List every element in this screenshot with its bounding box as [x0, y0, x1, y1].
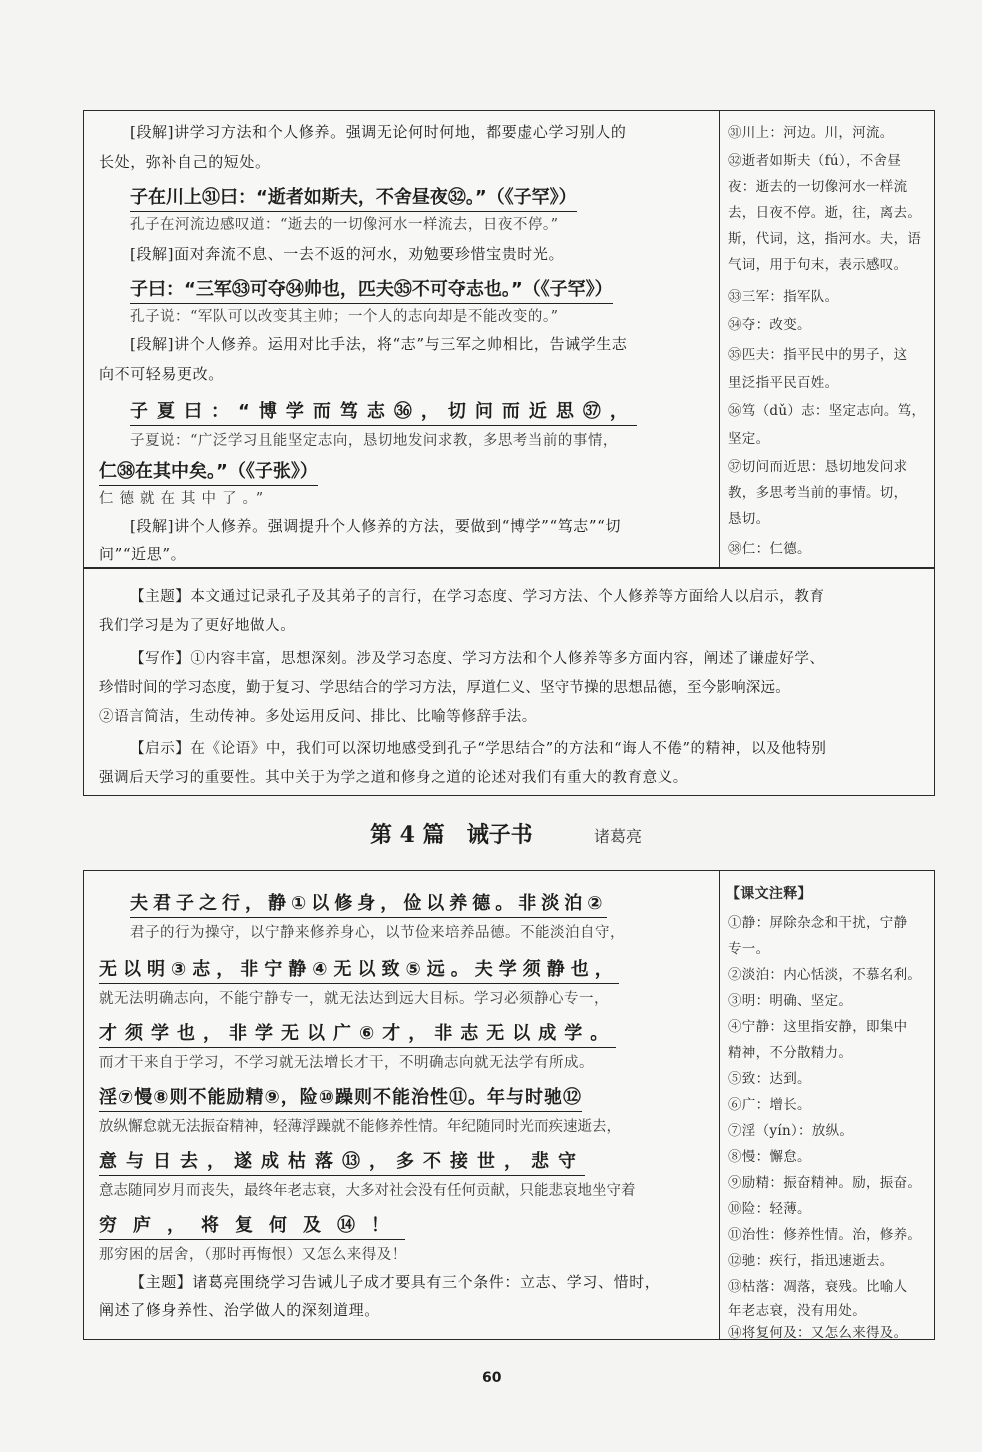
summary-line: 【启示】在《论语》中，我们可以深切地感受到孔子“学思结合”的方法和“诲人不倦”的精神，以及他特别	[130, 741, 827, 757]
annotation-line: ⑭将复何及：又怎么来得及。	[728, 1325, 908, 1341]
summary-line: ②语言简洁，生动传神。多处运用反问、排比、比喻等修辞手法。	[99, 709, 537, 725]
paragraph-line: 【主题】诸葛亮围绕学习告诫儿子成才要具有三个条件：立志、学习、惜时，	[130, 1273, 661, 1291]
summary-line: 【写作】①内容丰富，思想深刻。涉及学习态度、学习方法和个人修养等多方面内容，阐述了谦虚好学、	[130, 651, 825, 667]
annotation-line: ⑨励精：振奋精神。励，振奋。	[728, 1175, 922, 1191]
annotation-line: 坚定。	[728, 431, 770, 447]
annotation-line: ⑫驰：疾行，指迅速逝去。	[728, 1253, 894, 1269]
classic-text-line: 淫⑦慢⑧则不能励精⑨，险⑩躁则不能治性⑪。年与时驰⑫	[99, 1083, 582, 1112]
annotation-line: 夜：逝去的一切像河水一样流	[728, 179, 908, 195]
annotation-line: 专一。	[728, 941, 770, 957]
upper-text-box	[83, 110, 935, 568]
paragraph-line: 问”“近思”。	[99, 545, 187, 563]
summary-line: 【主题】本文通过记录孔子及其弟子的言行，在学习态度、学习方法、个人修养等方面给人以启示，教育	[130, 589, 825, 605]
annotation-line: 去，日夜不停。逝，往，离去。	[728, 205, 922, 221]
classic-text-line: 意与日去，遂成枯落⑬，多不接世，悲守	[99, 1147, 585, 1176]
upper-main-column	[84, 111, 720, 567]
translation-line: 仁德就在其中了。”	[99, 491, 270, 507]
chapter-author: 诸葛亮	[594, 827, 643, 846]
classic-text-line: 仁㊳在其中矣。”（《子张》）	[99, 457, 318, 486]
annotation-line: 恳切。	[728, 511, 770, 527]
translation-line: 子夏说：“广泛学习且能坚定志向，恳切地发问求教，多思考当前的事情，	[130, 433, 618, 449]
annotation-line: ㉞夺：改变。	[728, 317, 811, 333]
summary-line: 强调后天学习的重要性。其中关于为学之道和修身之道的论述对我们有重大的教育意义。	[99, 770, 688, 786]
annotation-line: 里泛指平民百姓。	[728, 375, 839, 391]
summary-line: 珍惜时间的学习态度，勤于复习、学思结合的学习方法，厚道仁义、坚守节操的思想品德，至今影响深远。	[99, 680, 790, 696]
annotation-line: ㉜逝者如斯夫（fú），不舍昼	[728, 153, 902, 169]
paragraph-line: [段解]面对奔流不息、一去不返的河水，劝勉要珍惜宝贵时光。	[130, 245, 565, 263]
paragraph-line: [段解]讲个人修养。强调提升个人修养的方法，要做到“博学”“笃志”“切	[130, 517, 622, 535]
annotation-line: 教，多思考当前的事情。切，	[728, 485, 908, 501]
translation-line: 君子的行为操守，以宁静来修养身心，以节俭来培养品德。不能淡泊自守，	[130, 925, 625, 941]
classic-text-line: 子夏曰：“博学而笃志㊱，切问而近思㊲，	[130, 397, 637, 426]
annotation-line: ③明：明确、坚定。	[728, 993, 853, 1009]
classic-text-line: 穷庐，将复何及⑭！	[99, 1211, 405, 1240]
annotation-line: 精神，不分散精力。	[728, 1045, 853, 1061]
summary-box	[83, 568, 935, 796]
annotation-line: 气词，用于句末，表示感叹。	[728, 257, 908, 273]
translation-line: 孔子说：“军队可以改变其主帅；一个人的志向却是不能改变的。”	[130, 309, 559, 325]
page-number: 60	[482, 1370, 502, 1386]
annotation-line: ⑬枯落：凋落，衰残。比喻人	[728, 1279, 908, 1295]
translation-line: 孔子在河流边感叹道：“逝去的一切像河水一样流去，日夜不停。”	[130, 217, 559, 233]
annotation-line: ㊲切问而近思：恳切地发问求	[728, 459, 908, 475]
annotation-line: ㉝三军：指军队。	[728, 289, 839, 305]
annotation-line: ⑩险：轻薄。	[728, 1201, 811, 1217]
annotation-line: ⑦淫（yín）：放纵。	[728, 1123, 854, 1139]
annotation-line: ②淡泊：内心恬淡，不慕名利。	[728, 967, 922, 983]
annotation-line: ㊳仁：仁德。	[728, 541, 811, 557]
translation-line: 放纵懈怠就无法振奋精神，轻薄浮躁就不能修养性情。年纪随同时光而疾速逝去，	[99, 1119, 621, 1135]
lower-text-box	[83, 870, 935, 1340]
classic-text-line: 夫君子之行，静①以修身，俭以养德。非淡泊②	[130, 889, 607, 918]
translation-line: 而才干来自于学习，不学习就无法增长才干，不明确志向就无法学有所成。	[99, 1055, 594, 1071]
annotation-line: ㉛川上：河边。川，河流。	[728, 125, 894, 141]
summary-line: 我们学习是为了更好地做人。	[99, 618, 296, 634]
annotation-line: ㊱笃（dǔ）志：坚定志向。笃，	[728, 403, 926, 419]
paragraph-line: [段解]讲学习方法和个人修养。强调无论何时何地，都要虚心学习别人的	[130, 123, 627, 141]
translation-line: 就无法明确志向，不能宁静专一，就无法达到远大目标。学习必须静心专一，	[99, 991, 609, 1007]
annotation-line: ⑧慢：懈怠。	[728, 1149, 811, 1165]
classic-text-line: 子在川上㉛曰：“逝者如斯夫，不舍昼夜㉜。”（《子罕》）	[130, 183, 577, 212]
paragraph-line: 阐述了修身养性、治学做人的深刻道理。	[99, 1301, 380, 1319]
paragraph-line: [段解]讲个人修养。运用对比手法，将“志”与三军之帅相比，告诫学生志	[130, 335, 628, 353]
classic-text-line: 无以明③志，非宁静④无以致⑤远。夫学须静也，	[99, 955, 619, 984]
paragraph-line: 长处，弥补自己的短处。	[99, 153, 271, 171]
annotation-line: ①静：屏除杂念和干扰，宁静	[728, 915, 908, 931]
annotation-line: ④宁静：这里指安静，即集中	[728, 1019, 908, 1035]
translation-line: 意志随同岁月而丧失，最终年老志衰，大多对社会没有任何贡献，只能悲哀地坐守着	[99, 1183, 636, 1199]
upper-notes-column	[720, 111, 934, 567]
annotation-line: 斯，代词，这，指河水。夫，语	[728, 231, 922, 247]
lower-notes-column	[720, 871, 934, 1339]
annotation-line: ⑤致：达到。	[728, 1071, 811, 1087]
notes-header: 【课文注释】	[726, 886, 812, 902]
classic-text-line: 才须学也，非学无以广⑥才，非志无以成学。	[99, 1019, 616, 1048]
annotation-line: 年老志衰，没有用处。	[728, 1303, 866, 1319]
translation-line: 那穷困的居舍，（那时再悔恨）又怎么来得及！	[99, 1247, 407, 1263]
chapter-title: 第 4 篇 诫子书	[370, 822, 533, 848]
paragraph-line: 向不可轻易更改。	[99, 365, 224, 383]
annotation-line: ⑥广：增长。	[728, 1097, 811, 1113]
lower-main-column	[84, 871, 720, 1339]
classic-text-line: 子曰：“三军㉝可夺㉞帅也，匹夫㉟不可夺志也。”（《子罕》）	[130, 275, 613, 304]
annotation-line: ⑪治性：修养性情。治，修养。	[728, 1227, 922, 1243]
annotation-line: ㉟匹夫：指平民中的男子，这	[728, 347, 908, 363]
